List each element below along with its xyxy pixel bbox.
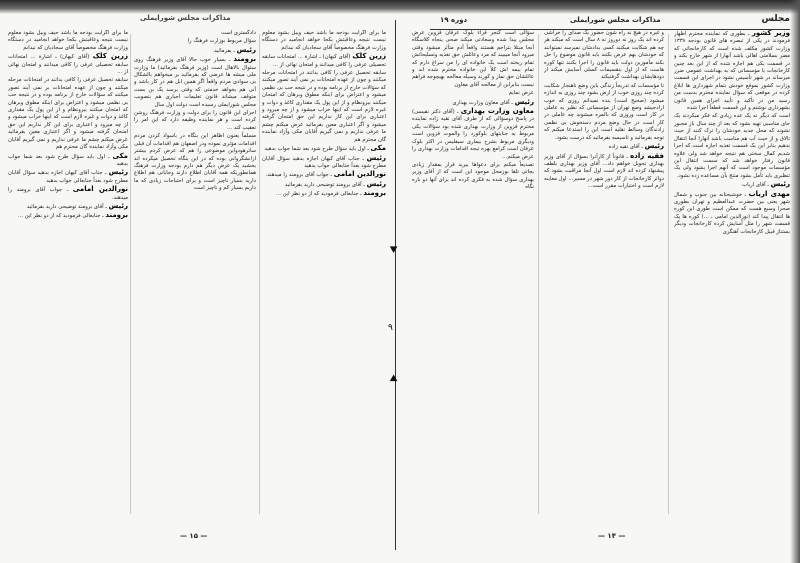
speaker-name: نورالدین امامی	[333, 170, 386, 179]
column-divider	[259, 34, 260, 514]
speaker-name: مکی	[112, 151, 128, 160]
speaker-name: رئیس	[108, 168, 128, 177]
speaker-name: رئیس	[644, 142, 664, 151]
paragraph: تا مؤسسات که تدریجاً زندگی باین وضع ناهنجار شکایت کرده چند روزی خوب از ارض بشود چند روزی به اندازه میشود (صحیح است) بنده نمیدانم روزی که خوب ارادجیشد وضع تهران از مؤسساتی که نظیر به عاملی در کار است وروزی که بالمره میشوند چه عاملی در کار است در حال وضع مردم دستخوش بی نظمی زادندگان وسائط نقلیه است این را استدعا میکنم که توجه بفرمائید و تاسیسه بفرمائید که درست بشود.	[544, 82, 664, 141]
paragraph: ـ بسیار خوب حالا آقای وزیر فرهنگ روی سئوال بالاهال است (وزیر فرهنگ بفرمائید) ما وزارت ملی میشه ها عرضی که بفرمائید بر میخواهم بالشکال بی سوادی مردم واقعاً اگر همین ابل هم در کار باشد و آنی هم بخواهد خدمتی که وقتی برسد یک بن بست متوقف میشاند قانون تعلیمات اجباری هم بتصویب مجلس شورایملی رسیده است دولت اول سال	[134, 57, 256, 108]
paragraph: سؤالی است کنجر قراء بلوک عرقان قزوین عرض مجلس ییدا شده وسعادتی میکند صحی ینجاه کلاسگاه آنجا مبتلا بتراخم هستند واقعاً آدم متأثر میشود وقتی میرود آنجا میبیند که مرد وعائلش حق تغذیه وتسلیحاتش تمام ریخته است یک خانواده ای را من سراغ دارم که تمام بیمه اش کلاً این خانواده محترم شده اند و عائلشان حق نماز و کورند وسیله معالجه بهیچوجه فراهم نیست بنابراین از معالجه آقای معاون	[412, 30, 534, 88]
paragraph: ـ جناب آقای کیهان اجازه بدهید سؤال آقایان مطرح شود بعداً جنابعالی جواب بدهید	[8, 170, 128, 184]
paragraph: ما برای اگرایت بودجه ما باشد حیف وییل بشود معلوم نیست نتیجه وعاقبتش بکجا خواهد انجامید در دستگاه وزارت فرهنگ مخصوصاً آقای سجادیان که نیدانم	[8, 30, 128, 51]
paragraph: ـ جنابعالی فرمودید که از دو نظر این ...	[275, 191, 362, 198]
speaker-name: فقیه زاده	[630, 151, 664, 160]
running-title: مذاکرات مجلس شورایملی	[570, 16, 661, 24]
paragraph: سابقه تحصیل عرفی را کافی بدانند در امتحانات مرحله میکنند و چون از عهده امتحانات بر نمی آیند تصور میکنند که سؤالات خارج از برنامه بوده و در نتیجه حب بی نظمی میشود و اعتراض برای اینکه مطوق وبرهان که امتحان میکنند بیرونظام و از این پول یک مقداری کاغذ و دوات و غیره لازم است که اینها خراب میشود و از چه میرود و اعتباری برای این کار نداریم این حق امتحان گرفته میشود و اگر اعتباری معین بفرمائید عرض میکنم چشم ما عرفی نداریم و نمی گیریم آقایان مکی وآزاد نماینده گان محترم هم	[262, 70, 386, 143]
paragraph: ـ بطوری که نماینده محترم اظهار فرمودند در یکی از تبصره های قانون بودجه ۱۳۳۸ وزارت کشور مکلف شده است که کارخانجاتی که مضر بسلامتی اهالی باشد آنهارا از شهر خارج بکند و در قسمت یکی هم اجازه شده که از این بعد چنین کارخانجات یا مؤسساتی که به بهداشت عمومی ضرر میرساند در شهر تأسیس نشود در اجرای این قسمت وزارت کشور بموقع خودش بتمام شهرداری ها ابلاغ کرده در موقعی که سؤال نماینده محترم بدست من رسید من در تأکید و تأیید اجرای همین قانون بشهرداری نوشتم و این قسمت قطعاً اجرا شده	[674, 31, 790, 112]
paragraph: ـ (آقای دکتر نقیسی) در پاسخ دوسؤالی که از طرف آقای نقیه زاده نماینده محترم قزوین از وزارت بهداری شده بود سؤالات یکی مربوط به جنایتهای بلوکورد را والموت قزوین است ودیگری مربوط بشرح بیماری سیفلیس در اکثر بلوک عرقان است کرامع بهره تیجه اقدامات وزارت بهداری را عرض میکنم...	[412, 109, 534, 160]
left-page-header	[0, 14, 392, 28]
speaker-name: مهدی ارباب	[748, 189, 790, 198]
speaker-name: رئیس	[514, 97, 534, 106]
speaker-name: رئیس	[366, 179, 386, 188]
paragraph: ـ قانوناً از کارآنرا بسؤال از آقای وزیر بهداری تحویل خواهم داد... آقای وزیر بهداری بلطف پیشنهاد کرده اند لازم است اول آنجا مراقبت بشود که دوائر کارخانجات از کار دور شهر در مسیر... اول معاینه لازم است و اختیارات مقرر است...	[544, 153, 664, 190]
speaker-name: رئیس	[770, 180, 790, 189]
scan-shadow-right	[790, 0, 800, 563]
paragraph: (آقای کیهان) ـ اشارة ... امتحانات سابقه تحصیلی عرفی را کافی میدانند و امتحان نهائی از ...	[8, 54, 128, 76]
paragraph: (آقای کیهان) ـ اشارة ... امتحانات سابقه تحصیلی عرفی را کافی میدانند و امتحان نهائی از ...	[262, 54, 386, 68]
paragraph: است که دیگر نه یک عده زیادی که فکر میکردند یک جای مناسبی تهیه بشود که بعد از چند سال باز مجبور نشوند که محل جدید خودشان را ترک کنند از حیث تالاق و از حیث آب هم مناسب باشد آنهارا آنجا انتقال بدهیم بنابر این یک قسمت تغذیه اجازه است که اجرا شدیم کمال سختی هم نتیجه خواهد شد ولی علاوه قانون رفتار خواهد شد که سست انتقال این مؤسسات موجود است که آنهم اجرا بشود ولی یک تنظیری باید تأمل بشود منتج بآن مساعده زده نشود.	[674, 113, 790, 179]
paragraph: ـ جواب آقای برومند را میدهند.	[8, 187, 128, 201]
paragraph: ـ اول باید سؤال طرح شود بعد شما جواب بدهید	[264, 146, 369, 153]
right-page-column-left	[412, 30, 534, 516]
left-page-column-left	[8, 30, 128, 516]
binding-mark-icon: ⯅	[388, 371, 400, 387]
speaker-name: رئیس	[108, 201, 128, 210]
paragraph: ـ اول باید سؤال طرح شود بعد شما جواب بدهید	[8, 153, 128, 167]
paragraph: عرض نمایم	[508, 90, 534, 97]
speaker-name: وزیر کشور	[751, 30, 790, 37]
left-page-column-right	[262, 30, 386, 516]
paragraph: ـ آقای برومند توضیحی دارید بفرمائید	[284, 181, 365, 188]
speaker-name: نورالدین امامی	[72, 185, 128, 194]
speaker-name: رئیس	[236, 45, 256, 54]
column-divider	[538, 34, 539, 514]
speaker-name: زرین کلک	[92, 52, 128, 61]
speaker-name: برومند	[363, 189, 386, 198]
column-divider	[668, 34, 669, 514]
paragraph: اجرای این قانون را برای دولت و وزارت فرهنگ روشن کرده است و هر نماینده وظیفه دارد که این امر را تعقیب کند ...	[134, 110, 256, 131]
speaker-name: رئیس	[366, 153, 386, 162]
right-page	[400, 0, 800, 563]
paragraph: دادگستری است	[221, 30, 256, 36]
paragraph: ما برای اگرایت بودجه ما باشد حیف وییل بشود معلوم نیست نتیجه وعاقبتش بکجا خواهد انجامید در دستگاه وزارت فرهنگ مخصوصاً آقای سجادیان که نیدانم	[262, 30, 386, 51]
paragraph: و غیره در هیچ نه راه شون حضور یک صدای را خراشی کرده اند یک روز نه دوروز نه ۸ سال است که میکند هر چه هم شکایت میکنند کسی بدادشان نمیرسد نمیتوانند که خودشان بهم عرض بکنند باید قانون موضوع را حل بکند مأمورین دولت باید قانون را اجرا بکنند تنها کوره هاست که از اول بتقسیمات کسلی آسایش میکند از دودهایشان بهداشت گرفتیکند	[544, 30, 664, 81]
session-label: دوره ۱۹	[440, 16, 468, 24]
speaker-name: معاون وزارت بهداری	[460, 107, 534, 116]
paragraph: ـ آقای برومند توضیحی دارید بفرمائید	[26, 203, 107, 210]
left-page-column-middle	[134, 30, 256, 516]
right-page-column-right	[674, 30, 790, 516]
paragraph: ـ بفرمائید.	[212, 47, 235, 54]
speaker-name: برومند	[233, 55, 256, 64]
scan-shadow-top	[0, 0, 800, 14]
paragraph: ـ آقای معاون وزارت بهداری	[452, 99, 513, 106]
speaker-name: برومند	[105, 211, 128, 220]
binding-mark-icon: ⯆	[388, 243, 400, 259]
paragraph: ـ آقای نقیه زاده	[608, 144, 643, 151]
paragraph: ـ جناب آقای کیهان اجازه بدهید سؤال آقایان مطرح شود بعداً جنابعالی جواب بدهید	[262, 155, 386, 169]
speaker-name: مکی	[370, 144, 386, 153]
page-number: — ۱۵ —	[180, 532, 208, 540]
paragraph: سابقه تحصیل عرفی را کافی بدانند در امتحانات مرحله میکنند و چون از عهده امتحانات بر نمی آیند تصور میکنند که سؤالات خارج از برنامه بوده و در نتیجه حب بی نظمی میشود و اعتراض برای اینکه مطوق وبرهان که امتحان میکنند بیرونظام و از این پول یک مقداری کاغذ و دوات و غیره لازم است که اینها خراب میشود و از چه میرود و اعتباری برای این کار نداریم این حق امتحان گرفته میشود و اگر اعتباری معین بفرمائید عرض میکنم چشم ما عرفی نداریم و نمی گیریم آقایان مکی وآزاد نماینده گان محترم هم	[8, 77, 128, 151]
paragraph: تصدیعاً میکنم برای دعواها بیرید قرار بمقدار زیادی بجائی تلقا بوزمحل موجود این است که از آقای وزیر بهداری سؤال شده به فکری کرده اند برای آنها دو باره نگاه	[412, 161, 534, 191]
paragraph: ـ خوشبختانه بین جنوب و شمال شهر یعنی بین حضرت عبدالعظیم و تهران بطوری صحرا وسیع هست که ممکن است طوری این کوره ها انتقال پیدا کند (نورالدین امامی ـ ...) کوره ها یک قسمت شهر را مثل آسایش کرده کارخانجات ودیگر بستناز قبیل کارخانجات آهنگری	[674, 191, 790, 235]
page-number: — ۱۴ —	[598, 532, 626, 540]
running-title: مذاکرات مجلس شورایملی	[140, 14, 231, 22]
header-logo: مجلس	[761, 14, 790, 24]
paragraph: مسلماً یعنون اظاهر این بنگاه در باسواد کردن مردم اقدامات مؤثری نموده ودر اصفهان هم اقدامات آن قبلی ساترهودواین موضوعی را هم که عرض کردم بیشتر ازانشگروانی بوده که در این بنگاه تحصیل میکرده اند یخشید یک عرض دیگر هم دارم بودجه وزارت فرهنگ همانطوریکه همه آقایان اطلاع دارند وجابانی هم اطلاع دارید بسیار ناچیز است و برای احتیاجات زیادی که ما داریم بسیار کم و ناچیز است	[134, 133, 256, 192]
paragraph: سؤال مربوط بوزارت فرهنگ را	[187, 38, 256, 45]
gutter-annotation: ۹	[388, 323, 393, 333]
header-rule	[430, 29, 790, 30]
paragraph: ـ آقای ارباب	[742, 182, 769, 189]
paragraph: ـ جواب آقای برومند را میدهند.	[265, 172, 333, 179]
gutter-line	[395, 20, 396, 550]
paragraph: ـ جنابعالی فرمودید که از دو نظر این ...	[17, 213, 104, 220]
right-page-column-middle	[544, 30, 664, 516]
column-divider	[130, 34, 131, 514]
right-page-header	[430, 14, 790, 28]
left-page	[0, 0, 392, 563]
speaker-name: زرین کلک	[352, 52, 386, 61]
